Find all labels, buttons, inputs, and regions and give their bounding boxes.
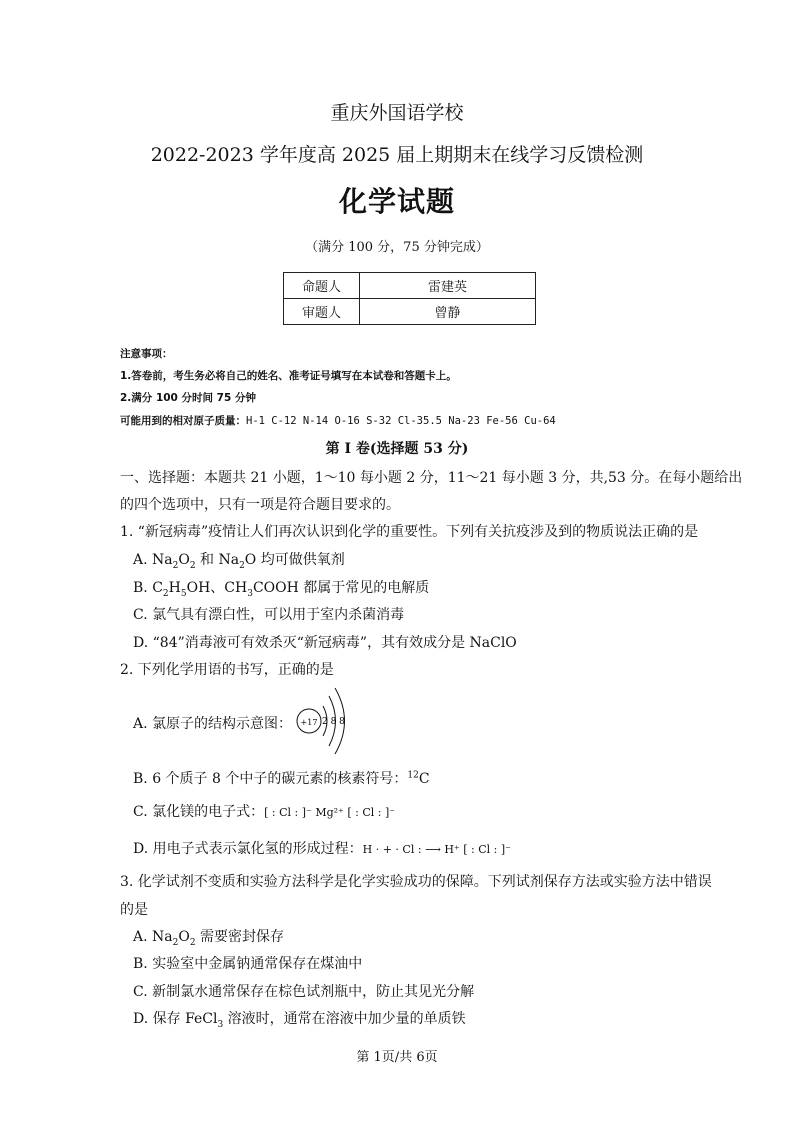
section-intro-line2: 的四个选项中，只有一项是符合题目要求的。 <box>120 497 400 513</box>
table-row <box>284 299 536 325</box>
q2-stem: 2. 下列化学用语的书写，正确的是 <box>120 662 334 678</box>
shell-electrons: 2 8 8 <box>322 717 345 727</box>
staff-role: 审题人 <box>284 299 360 325</box>
atomic-mass-values: H-1 C-12 N-14 O-16 S-32 Cl-35.5 Na-23 Fe-56 Cu-64 <box>246 415 556 427</box>
q1-stem: 1. “新冠病毒”疫情让人们再次认识到化学的重要性。下列有关抗疫涉及到的物质说法正确的是 <box>120 524 699 540</box>
mgcl2-electron-formula: [ : Cl : ]⁻ Mg²⁺ [ : Cl : ]⁻ <box>264 806 396 819</box>
staff-role: 命题人 <box>284 273 360 299</box>
page-title: 化学试题 <box>338 185 455 218</box>
chlorine-atom-diagram <box>292 684 362 764</box>
page-number: 第 1页/共 6页 <box>356 1050 438 1065</box>
q1-option-b: B. $C_2H_5OH$、$CH_3COOH$ 都属于常见的电解质 <box>133 580 430 599</box>
nucleus-charge: +17 <box>300 718 318 727</box>
section-intro-line1: 一、选择题：本题共 21 小题，1～10 每小题 2 分，11～21 每小题 3 分，共,53 分。在每小题给出 <box>120 470 743 486</box>
q3-option-b: B. 实验室中金属钠通常保存在煤油中 <box>133 956 363 972</box>
q1-option-c: C. 氯气具有漂白性，可以用于室内杀菌消毒 <box>133 607 405 623</box>
q2-option-c: C. 氯化镁的电子式：[ : Cl : ]⁻ Mg²⁺ [ : Cl : ]⁻ <box>133 804 396 820</box>
q2-option-d: D. 用电子式表示氯化氢的形成过程：H · + · Cl : ⟶ H⁺ [ : Cl : ]⁻ <box>133 841 511 857</box>
atomic-mass-line <box>120 413 556 428</box>
exam-subtitle: 2022-2023 学年度高 2025 届上期期末在线学习反馈检测 <box>150 144 644 166</box>
q3-option-a: A. $Na_2O_2$ 需要密封保存 <box>133 929 285 948</box>
notice-item-1: 1.答卷前，考生务必将自己的姓名、准考证号填写在本试卷和答题卡上。 <box>120 370 457 382</box>
q1-option-a: A. $Na_2O_2$ 和 $Na_2O$ 均可做供氧剂 <box>133 552 345 571</box>
score-time-note: （满分 100 分，75 分钟完成） <box>305 240 489 255</box>
q3-option-d: D. 保存 FeCl$_3$ 溶液时，通常在溶液中加少量的单质铁 <box>133 1011 466 1030</box>
staff-name: 曾静 <box>360 299 536 325</box>
section-title: 第 I 卷(选择题 53 分) <box>325 441 469 457</box>
staff-name: 雷建英 <box>360 273 536 299</box>
atomic-mass-label: 可能用到的相对原子质量： <box>120 415 246 427</box>
q3-option-c: C. 新制氯水通常保存在棕色试剂瓶中，防止其见光分解 <box>133 984 475 1000</box>
q3-stem-line2: 的是 <box>120 902 148 918</box>
school-name: 重庆外国语学校 <box>330 102 464 124</box>
notice-item-2: 2.满分 100 分时间 75 分钟 <box>120 392 256 404</box>
notice-heading: 注意事项： <box>120 348 173 360</box>
hcl-formation-formula: H · + · Cl : ⟶ H⁺ [ : Cl : ]⁻ <box>362 843 511 856</box>
q2-option-b: B. 6 个质子 8 个中子的碳元素的核素符号：$^{12}$C <box>133 770 430 787</box>
q2-option-a: A. 氯原子的结构示意图： <box>133 716 293 732</box>
table-row <box>284 273 536 299</box>
q1-option-d: D. “84”消毒液可有效杀灭“新冠病毒”，其有效成分是 NaClO <box>133 635 517 651</box>
staff-table <box>283 272 536 325</box>
q3-stem-line1: 3. 化学试剂不变质和实验方法科学是化学实验成功的保障。下列试剂保存方法或实验方法中错误 <box>120 874 712 890</box>
